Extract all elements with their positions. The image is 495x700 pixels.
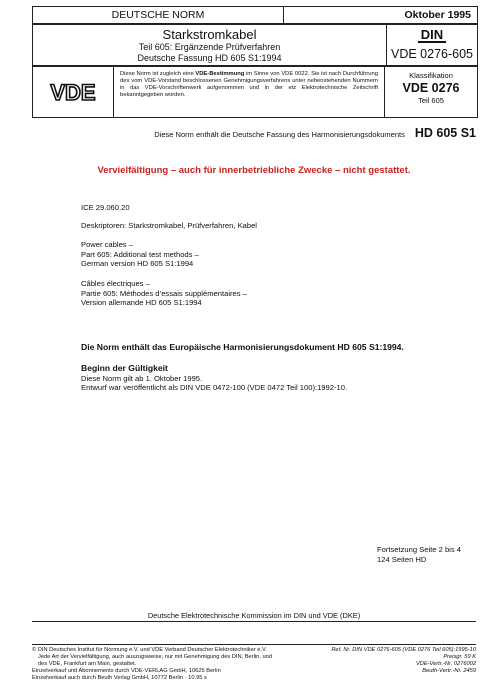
ics-code: ICE 29.060.20	[81, 203, 130, 212]
validity-heading: Beginn der Gültigkeit	[81, 363, 168, 373]
continuation-note: Fortsetzung Seite 2 bis 4 124 Seiten HD	[377, 545, 461, 564]
validity-line-1: Diese Norm gilt ab 1. Oktober 1995.	[81, 373, 203, 383]
vde-logo-mark	[41, 80, 105, 104]
svg-text:VDE: VDE	[50, 80, 96, 104]
validity-section	[81, 364, 347, 393]
footer-divider	[32, 644, 476, 645]
document-subtitle-2: Deutsche Fassung HD 605 S1:1994	[137, 53, 282, 63]
commission-divider	[32, 621, 476, 622]
vde-regulation-note: Diese Norm ist zugleich eine VDE-Bestimmung im Sinne von VDE 0022. Sie ist nach Durchführung des vom VDE-Vorstand beschlossenen Genehmigungsverfahrens unter nebenstehenden Nummern in das VDE-Vorschriftenwerk aufgenommen und in der etz Elektrotechnische Zeitschrift bekanntgegeben worden.	[114, 67, 385, 117]
norm-label: DEUTSCHE NORM	[33, 7, 284, 23]
english-title: Power cables – Part 605: Additional test methods – German version HD 605 S1:1994	[81, 240, 199, 269]
title-block	[32, 24, 478, 66]
issue-date: Oktober 1995	[404, 9, 471, 21]
vde-number: VDE 0276-605	[390, 47, 473, 61]
classification-box	[385, 67, 477, 117]
european-note: Die Norm enthält das Europäische Harmonisierungsdokument HD 605 S1:1994.	[81, 342, 404, 352]
document-subtitle-1: Teil 605: Ergänzende Prüfverfahren	[138, 42, 281, 52]
footer-copyright: © DIN Deutsches Institut für Normung e.V. und VDE Verband Deutscher Elektrotechniker e.V. Jede Art der Vervielfältigung, auch auszugsweise, nur mit Genehmigung des DIN, Berlin, und des VDE, Frankfurt am Main, gestattet. Einzelverkauf und Abonnements durch VDE-VERLAG GmbH, 10625 Berlin Einzelverkauf auch durch Beuth Verlag GmbH, 10772 Berlin · 10.95 s	[32, 647, 272, 682]
footer-reference: Ref. Nr. DIN VDE 0276-605 (VDE 0276 Teil 605):1995-10 Preisgr. 59 K VDE-Vertr.-Nr. 0276002 Beuth-Vertr.-Nr. 2459	[331, 647, 476, 675]
classification-label: Klassifikation	[409, 71, 453, 80]
validity-line-2: Entwurf war veröffentlicht als DIN VDE 0472-100 (VDE 0472 Teil 100):1992-10.	[81, 383, 348, 393]
document-title: Starkstromkabel	[162, 27, 257, 42]
french-title: Câbles électriques – Partie 605: Méthodes d’essais supplémentaires – Version allemande HD 605 S1:1994	[81, 279, 247, 308]
hd-code: HD 605 S1	[414, 126, 476, 140]
vde-logo	[33, 67, 114, 117]
info-row	[32, 66, 478, 118]
classification-number: VDE 0276	[402, 81, 460, 95]
top-bar	[32, 6, 478, 24]
din-logo: DIN	[418, 28, 446, 43]
classification-part: Teil 605	[418, 96, 444, 105]
reproduction-notice: Vervielfältigung – auch für innerbetriebliche Zwecke – nicht gestattet.	[97, 165, 411, 176]
hd-line: Diese Norm enthält die Deutsche Fassung des Harmonisierungsdokuments HD 605 S1	[154, 126, 476, 140]
descriptors: Deskriptoren: Starkstromkabel, Prüfverfahren, Kabel	[81, 221, 257, 230]
commission-line: Deutsche Elektrotechnische Kommission im DIN und VDE (DKE)	[147, 611, 361, 620]
